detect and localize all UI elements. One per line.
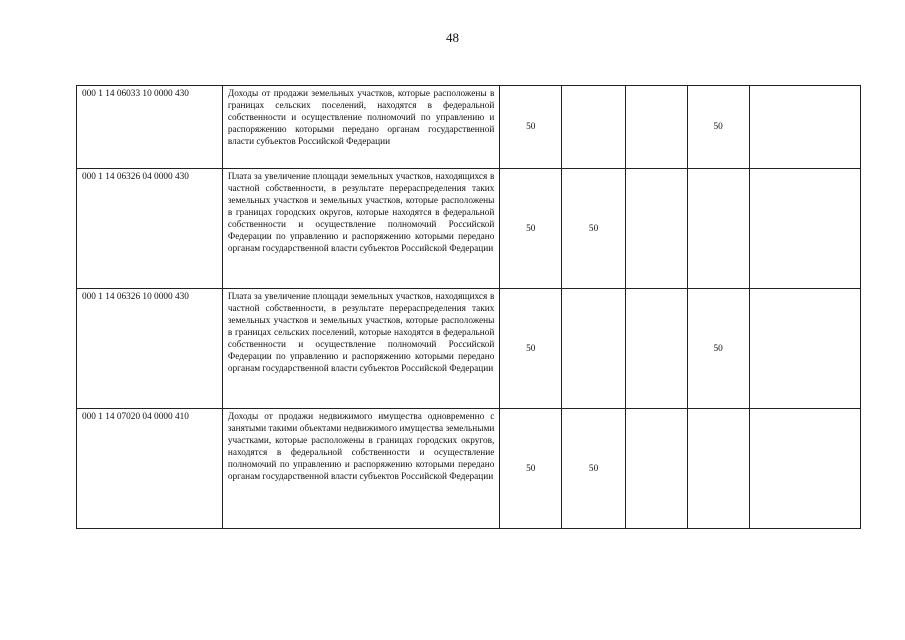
value-cell-1: 50 [500, 289, 562, 409]
budget-code-cell: 000 1 14 06326 10 0000 430 [77, 289, 223, 409]
budget-code-cell: 000 1 14 06033 10 0000 430 [77, 86, 223, 169]
table-row [77, 169, 861, 289]
description-cell: Плата за увеличение площади земельных участков, находящихся в частной собственности, в результате перераспределения таких земельных участков и земельных участков, которые расположены в границах сельских поселений, которые находятся в федеральной собственности и осуществление полномочий Российской Федерации по управлению и распоряжению которыми передано органам государственной власти субъектов Российской Федерации [222, 289, 500, 409]
budget-code-cell: 000 1 14 06326 04 0000 430 [77, 169, 223, 289]
page-number: 48 [446, 30, 459, 45]
value-cell-3 [625, 169, 687, 289]
table-row [77, 409, 861, 529]
value-cell-2: 50 [562, 169, 626, 289]
description-cell: Плата за увеличение площади земельных участков, находящихся в частной собственности, в результате перераспределения таких земельных участков и земельных участков, которые расположены в границах городских округов, которые находятся в федеральной собственности и осуществление полномочий Российской Федерации по управлению и распоряжению которыми передано органам государственной власти субъектов Российской Федерации [222, 169, 500, 289]
table-row [77, 86, 861, 169]
value-cell-3 [625, 409, 687, 529]
value-cell-1: 50 [500, 169, 562, 289]
value-cell-4: 50 [687, 86, 749, 169]
value-cell-5 [749, 86, 860, 169]
description-cell: Доходы от продажи недвижимого имущества одновременно с занятыми такими объектами недвижимого имущества земельными участками, которые расположены в границах городских округов, находятся в федеральной собственности и осуществление полномочий по управлению и распоряжению которыми передано органам государственной власти субъектов Российской Федерации [222, 409, 500, 529]
value-cell-5 [749, 409, 860, 529]
value-cell-3 [625, 289, 687, 409]
table-row [77, 289, 861, 409]
value-cell-1: 50 [500, 409, 562, 529]
value-cell-3 [625, 86, 687, 169]
value-cell-1: 50 [500, 86, 562, 169]
value-cell-2 [562, 86, 626, 169]
value-cell-4 [687, 169, 749, 289]
value-cell-5 [749, 289, 860, 409]
value-cell-4: 50 [687, 289, 749, 409]
budget-code-cell: 000 1 14 07020 04 0000 410 [77, 409, 223, 529]
value-cell-5 [749, 169, 860, 289]
description-cell: Доходы от продажи земельных участков, которые расположены в границах сельских поселений, находятся в федеральной собственности и осуществление полномочий по управлению и распоряжению которыми передано органам государственной власти субъектов Российской Федерации [222, 86, 500, 169]
revenue-table [76, 85, 861, 529]
value-cell-4 [687, 409, 749, 529]
value-cell-2 [562, 289, 626, 409]
value-cell-2: 50 [562, 409, 626, 529]
